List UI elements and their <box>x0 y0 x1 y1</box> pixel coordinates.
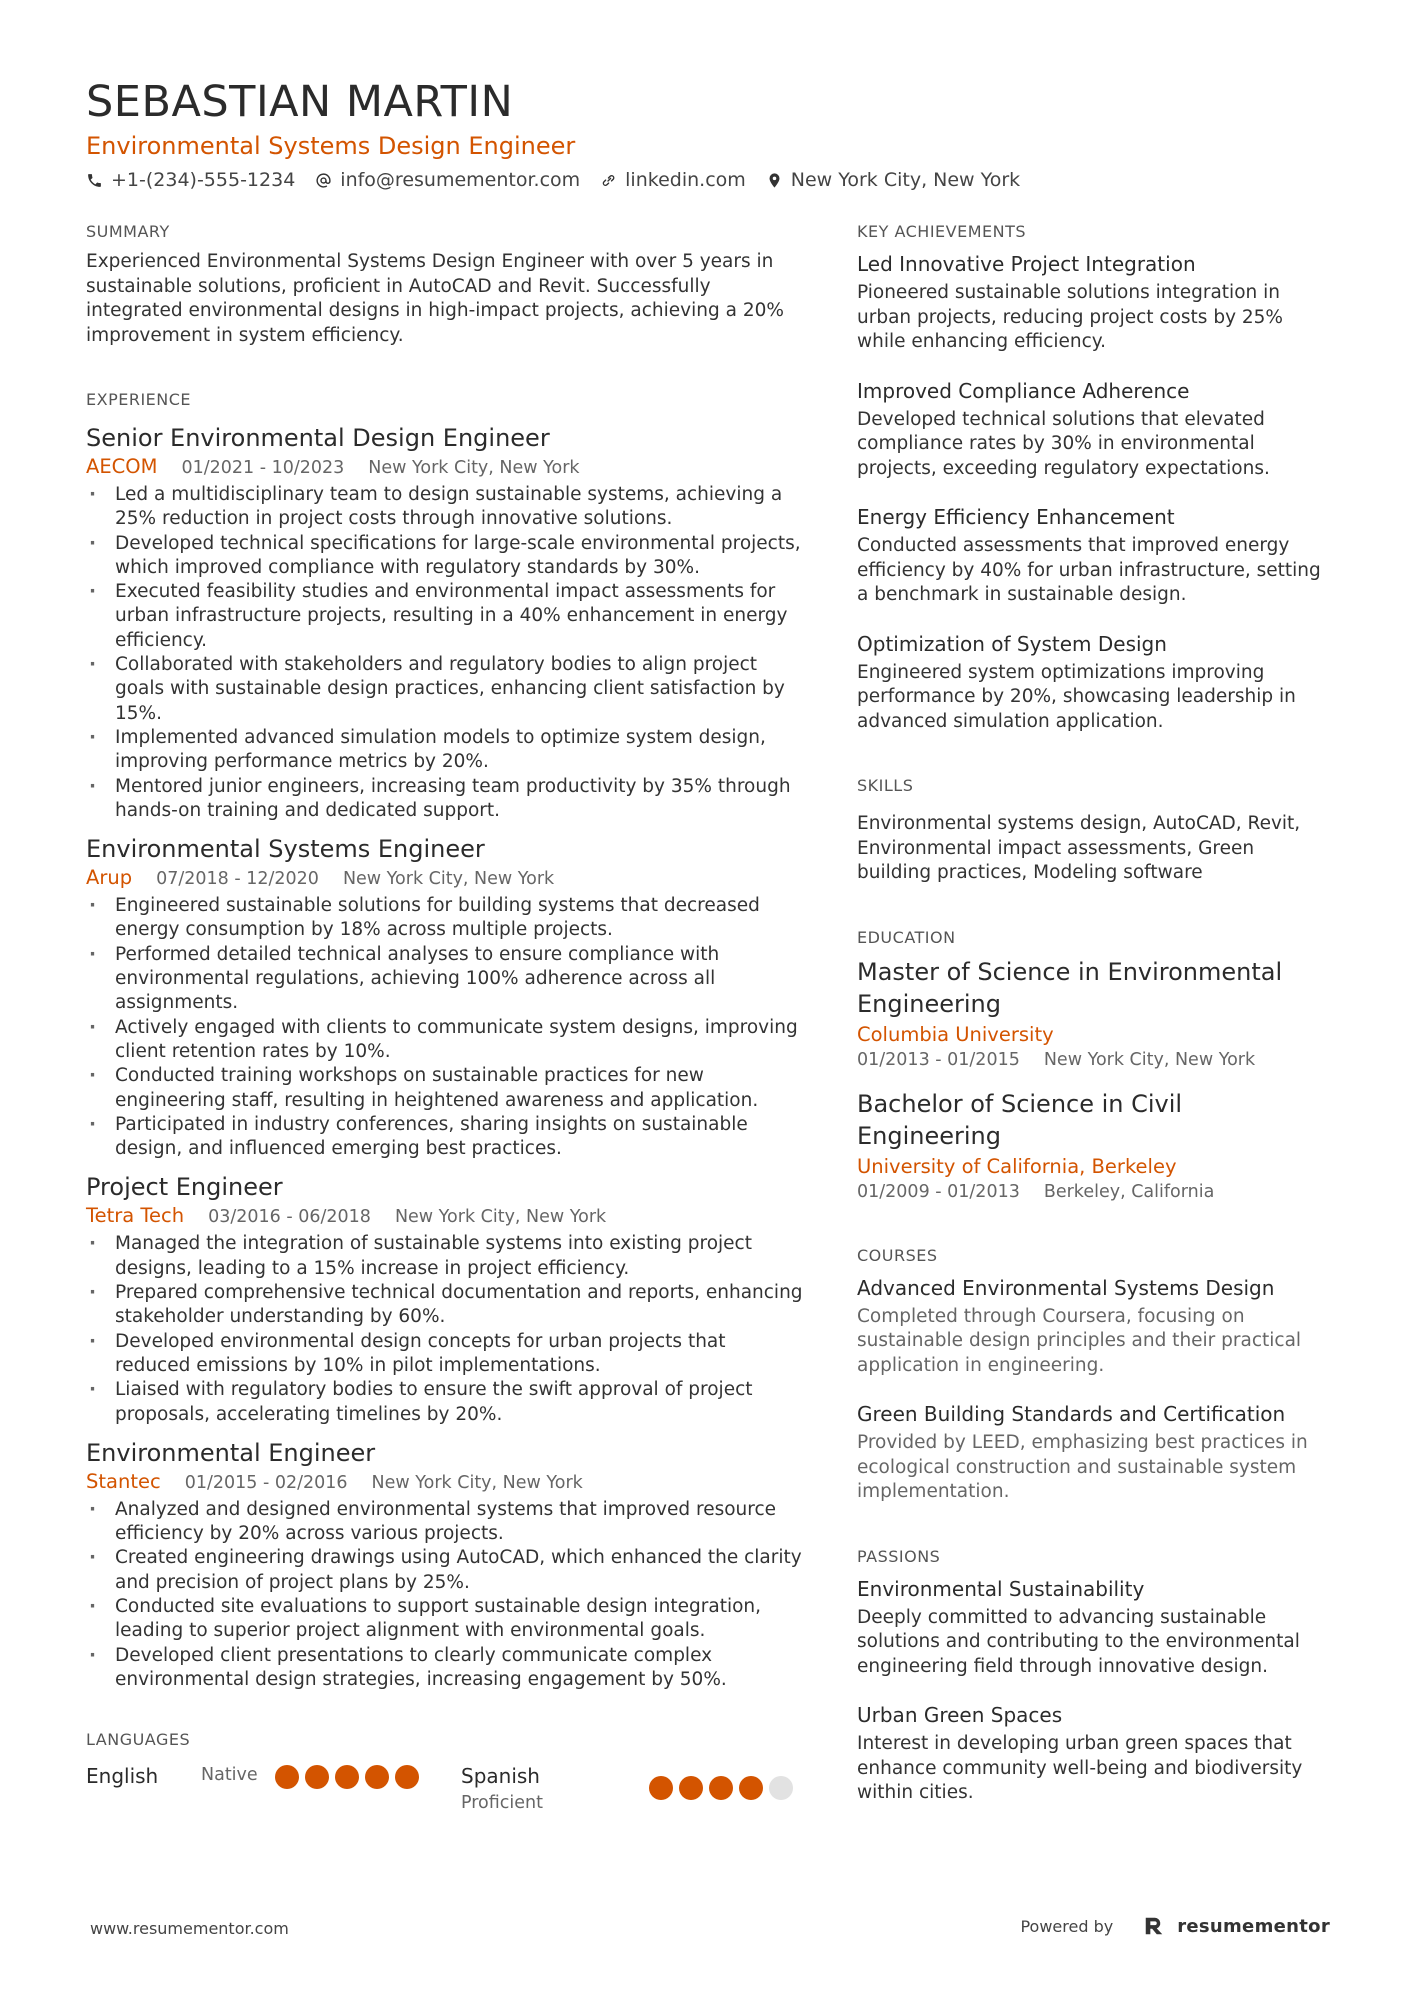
bullet-item: · Conducted training workshops on sustainable practices for new engineering staff, resulting in heightened awareness and application. <box>86 1064 806 1113</box>
section-title: EDUCATION <box>857 927 956 947</box>
achievement-title: Led Innovative Project Integration <box>857 252 1196 276</box>
education-item <box>857 1088 1332 1204</box>
bullet-item: · Collaborated with stakeholders and regulatory bodies to align project goals with sustainable design practices, enhancing client satisfaction by 15%. <box>86 653 806 726</box>
job-dates: 01/2021 - 10/2023 <box>181 458 345 478</box>
passion-title: Environmental Sustainability <box>857 1576 1145 1601</box>
achievement-desc: Conducted assessments that improved energy efficiency by 40% for urban infrastructure, setting a benchmark in sustainable design. <box>857 535 1321 605</box>
rating-dot-filled <box>709 1776 733 1800</box>
bullet-item: · Performed detailed technical analyses to ensure compliance with environmental regulations, achieving 100% adherence across all assignments. <box>86 943 806 1016</box>
phone-icon <box>86 172 103 189</box>
education-dates: 01/2009 - 01/2013 <box>857 1181 1020 1202</box>
achievement-item <box>857 503 1332 608</box>
job-bullets <box>86 1498 806 1692</box>
language-rating <box>649 1776 793 1800</box>
language-level: Proficient <box>461 1793 543 1814</box>
achievement-title: Energy Efficiency Enhancement <box>857 505 1175 529</box>
education-item <box>857 956 1332 1072</box>
company-name: Arup <box>86 866 133 890</box>
achievements-section <box>857 220 1332 734</box>
link-icon <box>600 172 617 189</box>
company-name: Tetra Tech <box>86 1204 185 1228</box>
bullet-item: · Participated in industry conferences, sharing insights on sustainable design, and influenced emerging best practices. <box>86 1113 806 1162</box>
passions-section <box>857 1545 1332 1806</box>
job-entry <box>86 1171 806 1426</box>
section-title: KEY ACHIEVEMENTS <box>857 222 1027 241</box>
bullet-item: · Actively engaged with clients to communicate system designs, improving client retention rates by 10%. <box>86 1016 806 1065</box>
rating-dot-filled <box>365 1765 389 1789</box>
job-title: Environmental Systems Engineer <box>86 835 485 864</box>
section-title: LANGUAGES <box>86 1730 191 1750</box>
course-item <box>857 1400 1332 1505</box>
job-meta <box>86 454 806 481</box>
rating-dot-filled <box>739 1776 763 1800</box>
bullet-item: · Led a multidisciplinary team to design sustainable systems, achieving a 25% reduction in project costs through innovative solutions. <box>86 483 806 532</box>
passion-item <box>857 1575 1332 1680</box>
bullet-item: · Created engineering drawings using AutoCAD, which enhanced the clarity and precision of project plans by 25%. <box>86 1546 806 1595</box>
degree-title: Bachelor of Science in Civil Engineering <box>857 1089 1183 1150</box>
candidate-name: SEBASTIAN MARTIN <box>86 77 514 127</box>
bullet-item: · Developed technical specifications for large-scale environmental projects, which improved compliance with regulatory standards by 30%. <box>86 532 806 581</box>
job-bullets <box>86 483 806 823</box>
section-title: EXPERIENCE <box>86 390 192 409</box>
skills-section <box>857 774 1332 886</box>
bullet-item: · Analyzed and designed environmental systems that improved resource efficiency by 20% across various projects. <box>86 1498 806 1547</box>
location-pin-icon <box>766 172 783 189</box>
languages-section <box>86 1728 806 1816</box>
bullet-item: · Executed feasibility studies and environmental impact assessments for urban infrastructure projects, resulting in a 40% enhancement in energy efficiency. <box>86 580 806 653</box>
company-name: Stantec <box>86 1469 161 1493</box>
job-location: New York City, New York <box>368 458 580 478</box>
contact-email[interactable] <box>315 166 580 194</box>
passion-title: Urban Green Spaces <box>857 1703 1063 1727</box>
job-meta <box>86 1203 806 1230</box>
rating-dot-empty <box>769 1776 793 1800</box>
achievement-desc: Engineered system optimizations improving performance by 20%, showcasing leadership in advanced simulation application. <box>857 661 1296 732</box>
rating-dot-filled <box>395 1765 419 1789</box>
section-title: SUMMARY <box>86 222 170 241</box>
contact-location <box>766 166 1020 194</box>
language-level: Native <box>201 1765 258 1786</box>
bullet-item: · Mentored junior engineers, increasing team productivity by 35% through hands-on training and dedicated support. <box>86 775 806 824</box>
page-footer <box>90 1915 1330 1945</box>
bullet-item: · Engineered sustainable solutions for building systems that decreased energy consumption by 18% across multiple projects. <box>86 894 806 943</box>
location-text: New York City, New York <box>790 169 1021 191</box>
language-name: English <box>86 1764 159 1789</box>
contact-bar <box>86 166 1326 194</box>
rating-dot-filled <box>679 1776 703 1800</box>
course-desc: Completed through Coursera, focusing on sustainable design principles and their practical application in engineering. <box>857 1305 1302 1376</box>
language-rating <box>275 1765 419 1789</box>
job-meta <box>86 865 806 892</box>
summary-section <box>86 220 806 348</box>
bullet-item: · Implemented advanced simulation models to optimize system design, improving performance metrics by 20%. <box>86 726 806 775</box>
language-label-block <box>461 1762 649 1816</box>
education-section <box>857 926 1332 1204</box>
course-title: Green Building Standards and Certification <box>857 1402 1286 1426</box>
job-bullets <box>86 894 806 1161</box>
job-title: Senior Environmental Design Engineer <box>86 424 550 452</box>
job-dates: 03/2016 - 06/2018 <box>208 1207 371 1228</box>
school-name: University of California, Berkeley <box>857 1154 1177 1178</box>
job-entry <box>86 833 806 1161</box>
language-english <box>86 1762 461 1790</box>
passion-desc: Deeply committed to advancing sustainable solutions and contributing to the environmental engineering field through innovative design. <box>857 1606 1300 1677</box>
job-dates: 01/2015 - 02/2016 <box>184 1472 348 1493</box>
skills-text: Environmental systems design, AutoCAD, Revit, Environmental impact assessments, Green building practices, Modeling software <box>857 813 1301 883</box>
job-entry <box>86 1437 806 1692</box>
phone-text: +1-(234)-555-1234 <box>111 169 296 191</box>
achievement-item <box>857 630 1332 735</box>
rating-dot-filled <box>649 1776 673 1800</box>
bullet-item: · Liaised with regulatory bodies to ensure the swift approval of project proposals, accelerating timelines by 20%. <box>86 1378 806 1427</box>
at-icon <box>315 172 332 189</box>
job-title: Environmental Engineer <box>86 1438 376 1467</box>
job-location: New York City, New York <box>394 1207 607 1228</box>
job-bullets <box>86 1232 806 1426</box>
language-spanish <box>461 1762 793 1816</box>
achievement-item <box>857 250 1332 355</box>
right-column <box>857 220 1332 1828</box>
bullet-item: · Prepared comprehensive technical documentation and reports, enhancing stakeholder understanding by 60%. <box>86 1281 806 1330</box>
summary-text: Experienced Environmental Systems Design Engineer with over 5 years in sustainable solutions, proficient in AutoCAD and Revit. Successfully integrated environmental designs in high-impact projects, achieving a 20% improvement in system efficiency. <box>86 251 784 346</box>
education-location: Berkeley, California <box>1043 1181 1215 1202</box>
language-name: Spanish <box>461 1764 540 1789</box>
job-dates: 07/2018 - 12/2020 <box>156 869 319 890</box>
contact-phone <box>86 166 295 194</box>
job-location: New York City, New York <box>342 869 555 890</box>
achievement-desc: Developed technical solutions that elevated compliance rates by 30% in environmental projects, exceeding regulatory expectations. <box>857 408 1270 479</box>
linkedin-text: linkedin.com <box>625 169 746 191</box>
school-name: Columbia University <box>857 1022 1054 1046</box>
left-column <box>86 220 806 1816</box>
footer-url[interactable]: www.resumementor.com <box>90 1919 289 1938</box>
contact-linkedin[interactable] <box>600 166 746 194</box>
experience-section <box>86 388 806 1692</box>
section-title: PASSIONS <box>857 1546 941 1566</box>
education-meta <box>857 1180 1332 1204</box>
job-meta <box>86 1469 806 1496</box>
rating-dot-filled <box>275 1765 299 1789</box>
section-title: SKILLS <box>857 776 914 795</box>
brand-name[interactable]: resumementor <box>1177 1915 1330 1937</box>
job-title: Project Engineer <box>86 1173 283 1202</box>
section-title: COURSES <box>857 1245 938 1265</box>
bullet-item: · Developed environmental design concepts for urban projects that reduced emissions by 10% in pilot implementations. <box>86 1330 806 1379</box>
bullet-item: · Managed the integration of sustainable systems into existing project designs, leading to a 15% increase in project efficiency. <box>86 1232 806 1281</box>
footer-brand <box>1020 1915 1330 1937</box>
achievement-desc: Pioneered sustainable solutions integration in urban projects, reducing project costs by 25% while enhancing efficiency. <box>857 282 1284 352</box>
powered-by-label: Powered by <box>1020 1916 1114 1936</box>
resumementor-logo-icon <box>1143 1915 1165 1937</box>
candidate-role: Environmental Systems Design Engineer <box>86 132 576 160</box>
job-location: New York City, New York <box>371 1472 583 1493</box>
bullet-item: · Conducted site evaluations to support sustainable design integration, leading to superior project alignment with environmental goals. <box>86 1595 806 1644</box>
course-item <box>857 1274 1332 1379</box>
bullet-item: · Developed client presentations to clearly communicate complex environmental design strategies, increasing engagement by 50%. <box>86 1644 806 1693</box>
passion-desc: Interest in developing urban green spaces that enhance community well-being and biodiversity within cities. <box>857 1733 1303 1803</box>
email-text: info@resumementor.com <box>340 169 581 191</box>
rating-dot-filled <box>305 1765 329 1789</box>
job-entry <box>86 422 806 823</box>
course-title: Advanced Environmental Systems Design <box>857 1275 1275 1300</box>
languages-row <box>86 1762 806 1816</box>
company-name: AECOM <box>86 455 158 478</box>
education-dates: 01/2013 - 01/2015 <box>857 1049 1020 1070</box>
degree-title: Master of Science in Environmental Engineering <box>857 957 1283 1018</box>
education-location: New York City, New York <box>1043 1049 1256 1070</box>
rating-dot-filled <box>335 1765 359 1789</box>
achievement-item <box>857 377 1332 482</box>
passion-item <box>857 1701 1332 1806</box>
achievement-title: Optimization of System Design <box>857 631 1167 656</box>
courses-section <box>857 1244 1332 1505</box>
achievement-title: Improved Compliance Adherence <box>857 378 1190 403</box>
resume-header <box>86 76 1326 194</box>
education-meta <box>857 1048 1332 1072</box>
course-desc: Provided by LEED, emphasizing best practices in ecological construction and sustainable system implementation. <box>857 1432 1308 1502</box>
